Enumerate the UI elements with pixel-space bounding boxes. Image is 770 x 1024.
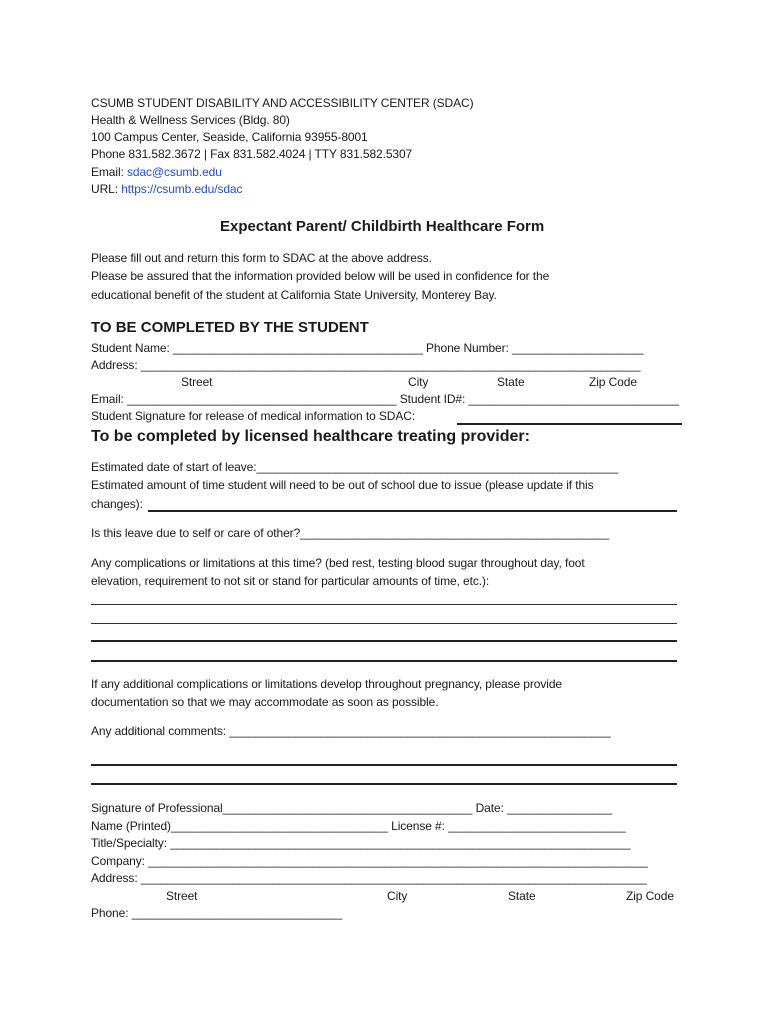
time-out-question-2: changes):	[91, 497, 147, 511]
provider-phone-field[interactable]: Phone: ________________________________	[91, 906, 343, 920]
student-addr-street-label: Street	[181, 375, 213, 389]
provider-addr-street-label: Street	[166, 889, 198, 903]
contact-phones: Phone 831.582.3672 | Fax 831.582.4024 | TTY 831.582.5307	[91, 147, 413, 161]
additional-note-2: documentation so that we may accommodate as soon as possible.	[91, 695, 439, 709]
url-label: URL:	[91, 182, 122, 196]
intro-line-1: Please fill out and return this form to SDAC at the above address.	[91, 251, 432, 265]
comments-answer-line-1[interactable]	[91, 764, 677, 766]
time-out-answer-line[interactable]	[148, 510, 677, 512]
title-specialty-field[interactable]: Title/Specialty: ______________________________________________________________________	[91, 836, 631, 850]
provider-addr-state-label: State	[508, 889, 536, 903]
email-row	[91, 164, 222, 181]
self-or-other-field[interactable]: Is this leave due to self or care of other?_______________________________________________	[91, 526, 610, 540]
building: Health & Wellness Services (Bldg. 80)	[91, 113, 290, 127]
email-label: Email:	[91, 165, 127, 179]
street-address: 100 Campus Center, Seaside, California 93955-8001	[91, 130, 368, 144]
comments-answer-line-2[interactable]	[91, 783, 677, 785]
complications-answer-line-4[interactable]	[91, 660, 677, 662]
provider-addr-zip-label: Zip Code	[626, 889, 674, 903]
leave-start-field[interactable]: Estimated date of start of leave:_______________________________________________________	[91, 460, 619, 474]
student-addr-zip-label: Zip Code	[589, 375, 637, 389]
provider-addr-city-label: City	[387, 889, 408, 903]
email-link[interactable]: sdac@csumb.edu	[126, 165, 222, 179]
complications-answer-line-1[interactable]	[91, 604, 677, 605]
time-out-question-1: Estimated amount of time student will need to be out of school due to issue (please update if this	[91, 478, 594, 492]
complications-answer-line-3[interactable]	[91, 640, 677, 642]
additional-note-1: If any additional complications or limitations develop throughout pregnancy, please provide	[91, 677, 562, 691]
url-row	[91, 181, 242, 198]
complications-answer-line-2[interactable]	[91, 623, 677, 624]
provider-address-field[interactable]: Address: _____________________________________________________________________________	[91, 871, 647, 885]
student-addr-city-label: City	[408, 375, 429, 389]
url-link[interactable]: https://csumb.edu/sdac	[121, 182, 243, 196]
student-section-heading: TO BE COMPLETED BY THE STUDENT	[91, 319, 369, 336]
form-title: Expectant Parent/ Childbirth Healthcare Form	[220, 218, 545, 235]
additional-comments-field[interactable]: Any additional comments: __________________________________________________________	[91, 724, 611, 738]
complications-question-1: Any complications or limitations at this time? (bed rest, testing blood sugar throughout day, foot	[91, 556, 585, 570]
printed-name-license-field[interactable]: Name (Printed)_________________________________ License #: ___________________________	[91, 819, 626, 833]
intro-line-3: educational benefit of the student at California State University, Monterey Bay.	[91, 288, 497, 302]
student-name-field[interactable]: Student Name: ______________________________________ Phone Number: ____________________	[91, 341, 644, 355]
student-addr-state-label: State	[497, 375, 525, 389]
org-name: CSUMB STUDENT DISABILITY AND ACCESSIBILITY CENTER (SDAC)	[91, 96, 474, 110]
provider-section-heading: To be completed by licensed healthcare treating provider:	[91, 428, 530, 445]
intro-line-2: Please be assured that the information provided below will be used in confidence for the	[91, 269, 550, 283]
student-signature-line[interactable]	[457, 423, 682, 425]
student-signature-label: Student Signature for release of medical information to SDAC:	[91, 409, 419, 423]
professional-signature-field[interactable]: Signature of Professional______________________________________ Date: ________________	[91, 801, 613, 815]
complications-question-2: elevation, requirement to not sit or stand for particular amounts of time, etc.):	[91, 574, 490, 588]
company-field[interactable]: Company: ____________________________________________________________________________	[91, 854, 648, 868]
student-address-field[interactable]: Address: ____________________________________________________________________________	[91, 358, 641, 372]
student-email-id-field[interactable]: Email: _________________________________________ Student ID#: ________________________________	[91, 392, 679, 406]
